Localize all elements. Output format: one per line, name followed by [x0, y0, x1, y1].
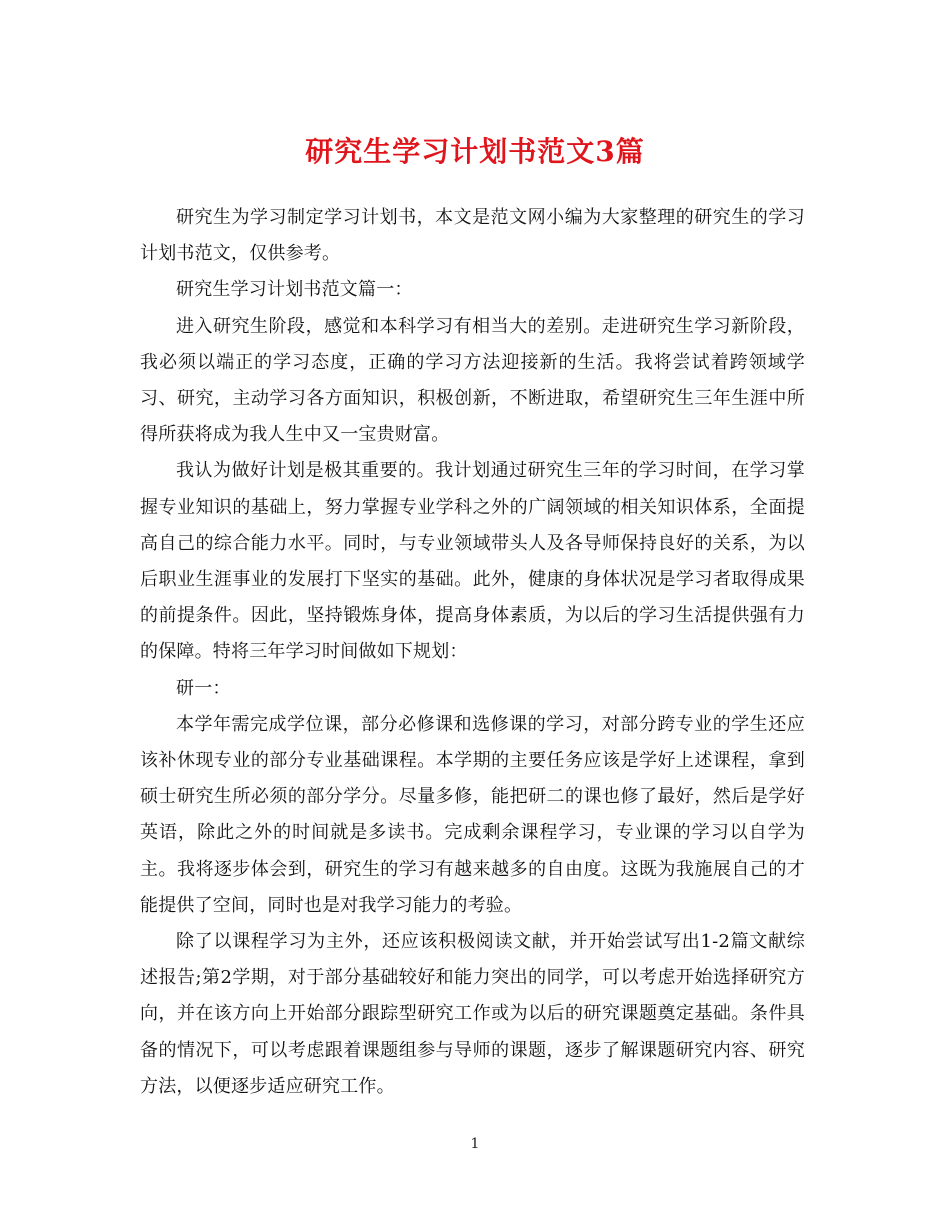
- document-body: [140, 200, 805, 1105]
- body-paragraph: 我认为做好计划是极其重要的。我计划通过研究生三年的学习时间，在学习掌握专业知识的基础上，努力掌握专业学科之外的广阔领域的相关知识体系，全面提高自己的综合能力水平。同时，与专业领域带头人及各导师保持良好的关系，为以后职业生涯事业的发展打下坚实的基础。此外，健康的身体状况是学习者取得成果的前提条件。因此，坚持锻炼身体，提高身体素质，为以后的学习生活提供强有力的保障。特将三年学习时间做如下规划：: [140, 460, 805, 663]
- page-number: 1: [470, 1136, 480, 1152]
- intro-paragraph: 研究生为学习制定学习计划书，本文是范文网小编为大家整理的研究生的学习计划书范文，仅供参考。: [140, 207, 805, 265]
- document-title: 研究生学习计划书范文3篇: [305, 135, 645, 168]
- body-paragraph: 进入研究生阶段，感觉和本科学习有相当大的差别。走进研究生学习新阶段，我必须以端正的学习态度，正确的学习方法迎接新的生活。我将尝试着跨领域学习、研究，主动学习各方面知识，积极创新，不断进取，希望研究生三年生涯中所得所获将成为我人生中又一宝贵财富。: [140, 315, 805, 446]
- section-heading-sample-one: 研究生学习计划书范文篇一：: [176, 279, 413, 301]
- body-paragraph: 除了以课程学习为主外，还应该积极阅读文献，并开始尝试写出1-2篇文献综述报告;第2学期，对于部分基础较好和能力突出的同学，可以考虑开始选择研究方向，并在该方向上开始部分跟踪型研究工作或为以后的研究课题奠定基础。条件具备的情况下，可以考虑跟着课题组参与导师的课题，逐步了解课题研究内容、研究方法，以便逐步适应研究工作。: [140, 931, 805, 1097]
- body-paragraph: 本学年需完成学位课，部分必修课和选修课的学习，对部分跨专业的学生还应该补休现专业的部分专业基础课程。本学期的主要任务应该是学好上述课程，拿到硕士研究生所必须的部分学分。尽量多修，能把研二的课也修了最好，然后是学好英语，除此之外的时间就是多读书。完成剩余课程学习，专业课的学习以自学为主。我将逐步体会到，研究生的学习有越来越多的自由度。这既为我施展自己的才能提供了空间，同时也是对我学习能力的考验。: [140, 713, 805, 916]
- section-heading-year-one: 研一：: [176, 677, 231, 699]
